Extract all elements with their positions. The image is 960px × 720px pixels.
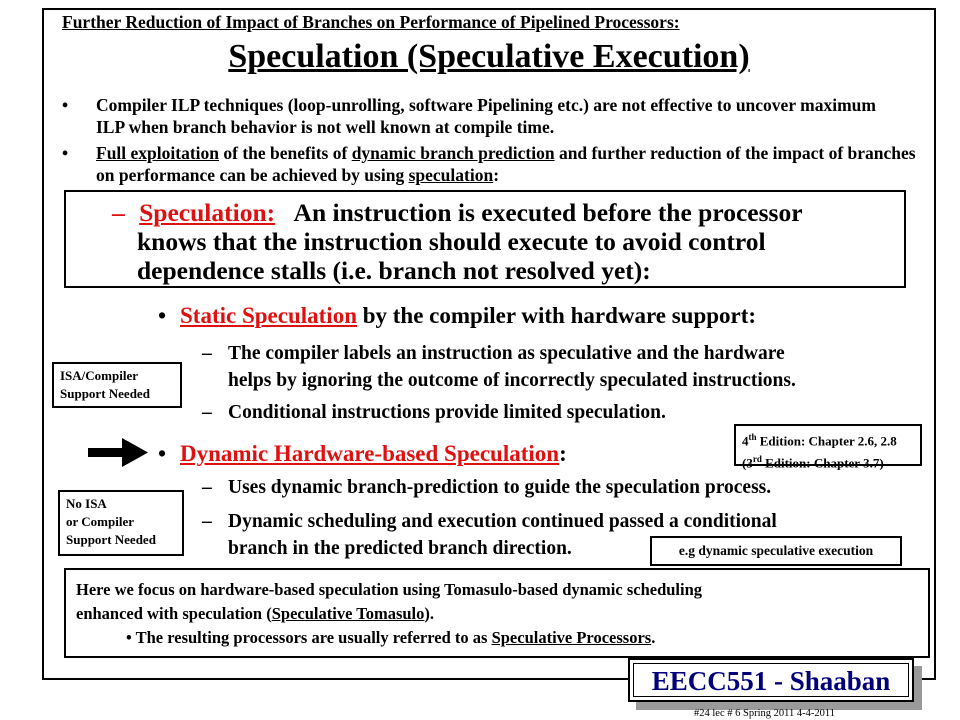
text-segment: Edition: Chapter 3.7) [761,455,884,471]
dynamic-speculation-heading [158,440,567,468]
static-item-2 [202,399,666,426]
text-full-exploitation: Full exploitation [96,143,219,163]
definition-line-2: knows that the instruction should execute to avoid control [137,227,766,256]
dash-red: – [112,198,125,227]
text-segment: Dynamic scheduling and execution continued passed a conditional [228,511,777,532]
text-segment: enhanced with speculation ( [76,604,272,623]
summary-line-2 [76,602,918,626]
slide-footer: #24 lec # 6 Spring 2011 4-4-2011 [694,708,835,719]
dynamic-speculation-label: Dynamic Hardware-based Speculation [180,441,560,466]
text-segment: ). [424,604,435,623]
side-text: Support Needed [66,532,156,547]
text-segment: Uses dynamic branch-prediction to guide the speculation process. [228,477,772,498]
text-segment: of the benefits of [219,143,352,163]
slide-title: Speculation (Speculative Execution) [228,38,750,75]
text-segment: and further reduction of the impact of branches on performance can be achieved by using [96,143,916,185]
no-isa-support-box [58,490,184,556]
dynamic-item-2 [202,508,777,535]
definition-text: An instruction is executed before the processor [293,198,803,227]
text-speculation: speculation [408,165,494,185]
definition-term: Speculation: [139,198,276,227]
isa-compiler-support-box [52,362,182,408]
bullet-dot: • [62,95,69,115]
text-dynamic-branch-prediction: dynamic branch prediction [351,143,555,163]
text-segment: The compiler labels an instruction as speculative and the hardware [228,343,785,364]
text-segment: Conditional instructions provide limited speculation. [228,402,666,423]
bullet-text: Compiler ILP techniques (loop-unrolling, software Pipelining etc.) are not effective to uncover maximum ILP when branch behavior is not well known at compile time. [96,95,876,137]
course-badge [628,658,914,702]
static-speculation-label: Static Speculation [180,303,357,328]
bullet-dot: • [62,143,69,163]
text-speculative-tomasulo: Speculative Tomasulo [271,604,425,623]
side-text: ISA/Compiler [60,368,138,383]
text-speculative-processors: Speculative Processors [491,628,652,647]
summary-line-3 [76,626,918,650]
side-text: Support Needed [60,386,150,401]
static-item-1 [202,340,785,367]
side-text: No ISA [66,496,107,511]
text-segment: • The resulting processors are usually referred to as [126,628,492,647]
superscript: th [748,432,757,442]
dash: – [202,343,212,364]
superscript: rd [752,454,762,465]
dynamic-item-1 [202,474,772,501]
bullet-full-exploitation [62,142,926,186]
bullet-dot: • [158,303,167,328]
edition-reference-box [734,424,922,471]
summary-line-1: Here we focus on hardware-based speculation using Tomasulo-based dynamic scheduling [76,580,703,599]
bullet-compiler-ilp [62,94,896,138]
edition-line-1 [742,428,914,450]
definition-line-1 [112,198,803,227]
edition-line-2 [742,450,914,472]
side-text: or Compiler [66,514,134,529]
text-segment: Edition: Chapter 2.6, 2.8 [756,433,897,449]
text-segment: . [651,628,656,647]
dynamic-item-2-cont: branch in the predicted branch direction. [228,538,572,559]
definition-line-3: dependence stalls (i.e. branch not resolved yet): [137,256,651,285]
course-badge-text: EECC551 - Shaaban [633,663,909,697]
static-speculation-heading [158,302,757,330]
slide-subtitle: Further Reduction of Impact of Branches on Performance of Pipelined Processors: [62,12,680,32]
dash: – [202,477,212,498]
right-arrow-icon [88,436,150,470]
text-segment: (3 [742,455,753,471]
dash: – [202,402,212,423]
text-segment: 4 [742,433,749,449]
text-segment: by the compiler with hardware support: [356,303,757,328]
hardware-speculation-summary-box [64,568,930,658]
text-segment: : [493,165,500,185]
dash: – [202,511,212,532]
example-note-box: e.g dynamic speculative execution [650,536,902,566]
bullet-dot: • [158,441,167,466]
text-segment: : [559,441,567,466]
static-item-1-cont: helps by ignoring the outcome of incorrectly speculated instructions. [228,370,796,391]
